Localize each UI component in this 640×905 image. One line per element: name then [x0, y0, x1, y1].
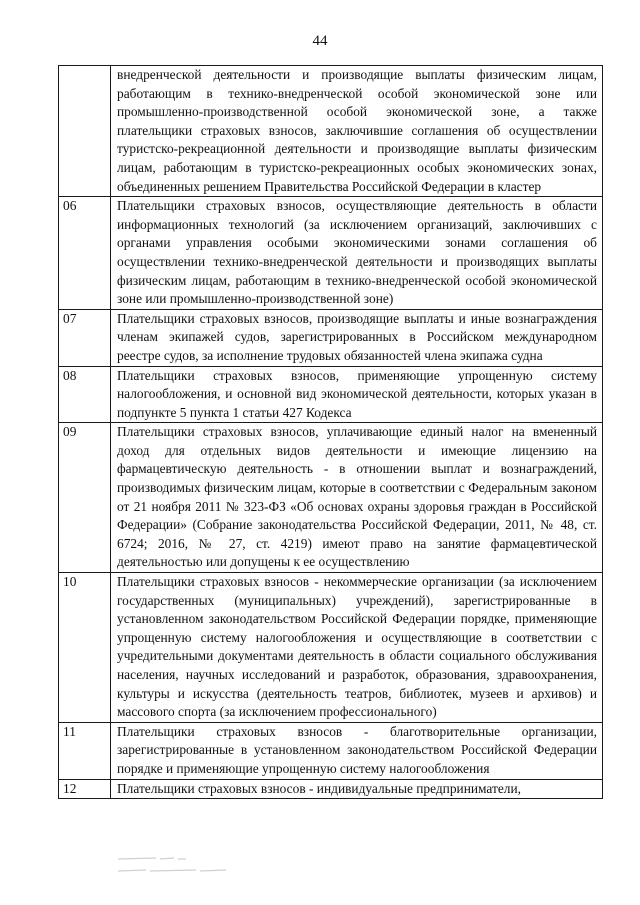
table-row: [59, 197, 603, 310]
row-code: [59, 66, 111, 197]
row-code: 08: [59, 366, 111, 423]
payer-codes-table: [58, 65, 603, 799]
page-number: 44: [312, 33, 328, 49]
row-code: 11: [59, 722, 111, 779]
row-code: 06: [59, 197, 111, 310]
row-description: Плательщики страховых взносов, осуществляющие деятельность в области информационных технологий (за исключением организаций, заключивших с органами управления особыми экономическими зонами соглашения об осуществлении технико-внедренческой деятельности и производящих выплаты физическим лицам, работающим в технико-внедренческой особой экономической зоне или промышленно-производственной зоне): [111, 197, 603, 310]
faint-stamp-marks: [116, 853, 236, 877]
row-description: Плательщики страховых взносов, применяющие упрощенную систему налогообложения, и основной вид экономической деятельности, которых указан в подпункте 5 пункта 1 статьи 427 Кодекса: [111, 366, 603, 423]
row-code: 12: [59, 779, 111, 799]
row-code: 09: [59, 423, 111, 573]
table-row: [59, 66, 603, 197]
row-description: Плательщики страховых взносов - некоммерческие организации (за исключением государственных (муниципальных) учреждений), зарегистрированные в установленном законодательством Российской Федерации порядке, применяющие упрощенную систему налогообложения и осуществляющие в соответствии с учредительными документами деятельность в области социального обслуживания населения, научных исследований и разработок, образования, здравоохранения, культуры и искусства (деятельность театров, библиотек, музеев и архивов) и массового спорта (за исключением профессионального): [111, 573, 603, 723]
row-code: 10: [59, 573, 111, 723]
table-row: [59, 722, 603, 779]
row-description: Плательщики страховых взносов, уплачивающие единый налог на вмененный доход для отдельных видов деятельности и имеющие лицензию на фармацевтическую деятельность - в отношении выплат и вознаграждений, производимых физическим лицам, которые в соответствии с Федеральным законом от 21 ноября 2011 № 323-ФЗ «Об основах охраны здоровья граждан в Российской Федерации» (Собрание законодательства Российской Федерации, 2011, № 48, ст. 6724; 2016, № 27, ст. 4219) имеют право на занятие фармацевтической деятельностью или допущены к ее осуществлению: [111, 423, 603, 573]
row-description: Плательщики страховых взносов, производящие выплаты и иные вознаграждения членам экипажей судов, зарегистрированных в Российском международном реестре судов, за исполнение трудовых обязанностей члена экипажа судна: [111, 309, 603, 366]
row-description: Плательщики страховых взносов - индивидуальные предприниматели,: [111, 779, 603, 799]
table-row: [59, 366, 603, 423]
row-code: 07: [59, 309, 111, 366]
row-description: внедренческой деятельности и производящие выплаты физическим лицам, работающим в технико-внедренческой особой экономической зоне или промышленно-производственной особой экономической зоне, а также плательщики страховых взносов, заключившие соглашения об осуществлении туристско-рекреационной деятельности и производящие выплаты физическим лицам, работающим в туристско-рекреационных особых экономических зонах, объединенных решением Правительства Российской Федерации в кластер: [111, 66, 603, 197]
table-row: [59, 573, 603, 723]
row-description: Плательщики страховых взносов - благотворительные организации, зарегистрированные в установленном законодательством Российской Федерации порядке и применяющие упрощенную систему налогообложения: [111, 722, 603, 779]
scan-watermark: [116, 853, 236, 881]
table-row: [59, 309, 603, 366]
table-row: [59, 779, 603, 799]
table-row: [59, 423, 603, 573]
